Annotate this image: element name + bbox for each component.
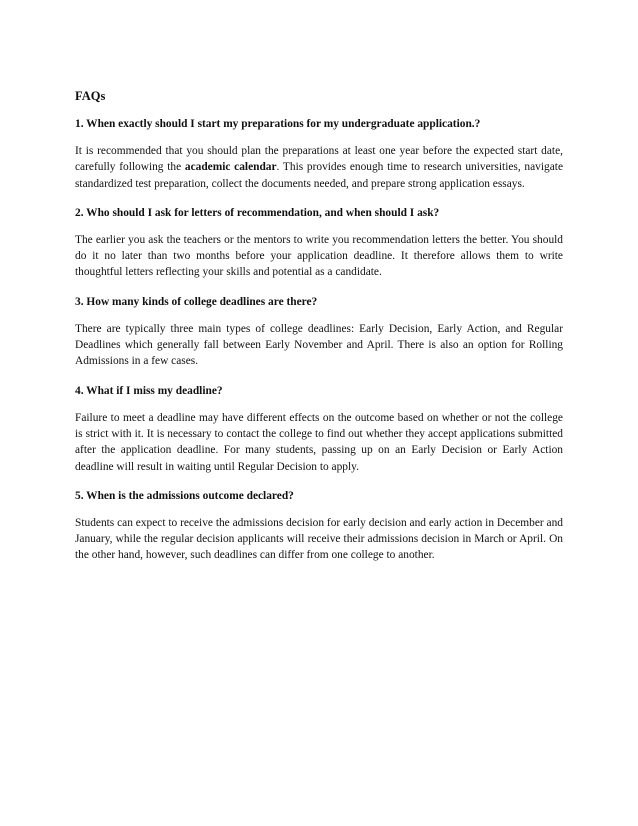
faq-answer-1-text-start: It is recommended that you should plan the preparations at least one year before the expected start date, carefully following the [75,145,563,174]
faq-question-4: 4. What if I miss my deadline? [75,384,223,397]
faq-question-1: 1. When exactly should I start my preparations for my undergraduate application.? [75,118,481,130]
page-title: FAQs [75,89,106,103]
faq-answer-1 [75,143,563,192]
faq-question-5: 5. When is the admissions outcome declared? [75,489,294,502]
faq-item-1 [75,116,563,192]
faq-question-3: 3. How many kinds of college deadlines are there? [75,295,318,308]
faq-item-5 [75,488,563,564]
faq-item-4 [75,383,563,475]
faq-answer-5: Students can expect to receive the admissions decision for early decision and early action in December and January, while the regular decision applicants will receive their admissions decision in March or April. On the other hand, however, such deadlines can differ from one college to another. [75,516,563,562]
faq-item-3 [75,294,563,370]
faq-answer-3: There are typically three main types of college deadlines: Early Decision, Early Action, and Regular Deadlines which generally fall between Early November and April. There is also an option for Rolling Admissions in a few cases. [75,322,563,368]
faq-document [75,88,563,577]
faq-item-2 [75,205,563,281]
faq-answer-1-text-end: . This provides enough time to research universities, navigate standardized test preparation, collect the documents needed, and prepare strong application essays. [75,161,563,190]
faq-question-2: 2. Who should I ask for letters of recommendation, and when should I ask? [75,206,440,219]
faq-answer-4: Failure to meet a deadline may have different effects on the outcome based on whether or not the college is strict with it. It is necessary to contact the college to find out whether they accept applications submitted after the application deadline. For many students, passing up on an Early Decision or Early Action deadline will result in waiting until Regular Decision to apply. [75,411,563,473]
academic-calendar-emphasis: academic calendar [184,161,277,174]
faq-answer-2: The earlier you ask the teachers or the mentors to write you recommendation letters the better. You should do it no later than two months before your application deadline. It therefore allows them to write thoughtful letters reflecting your skills and potential as a candidate. [75,233,563,279]
